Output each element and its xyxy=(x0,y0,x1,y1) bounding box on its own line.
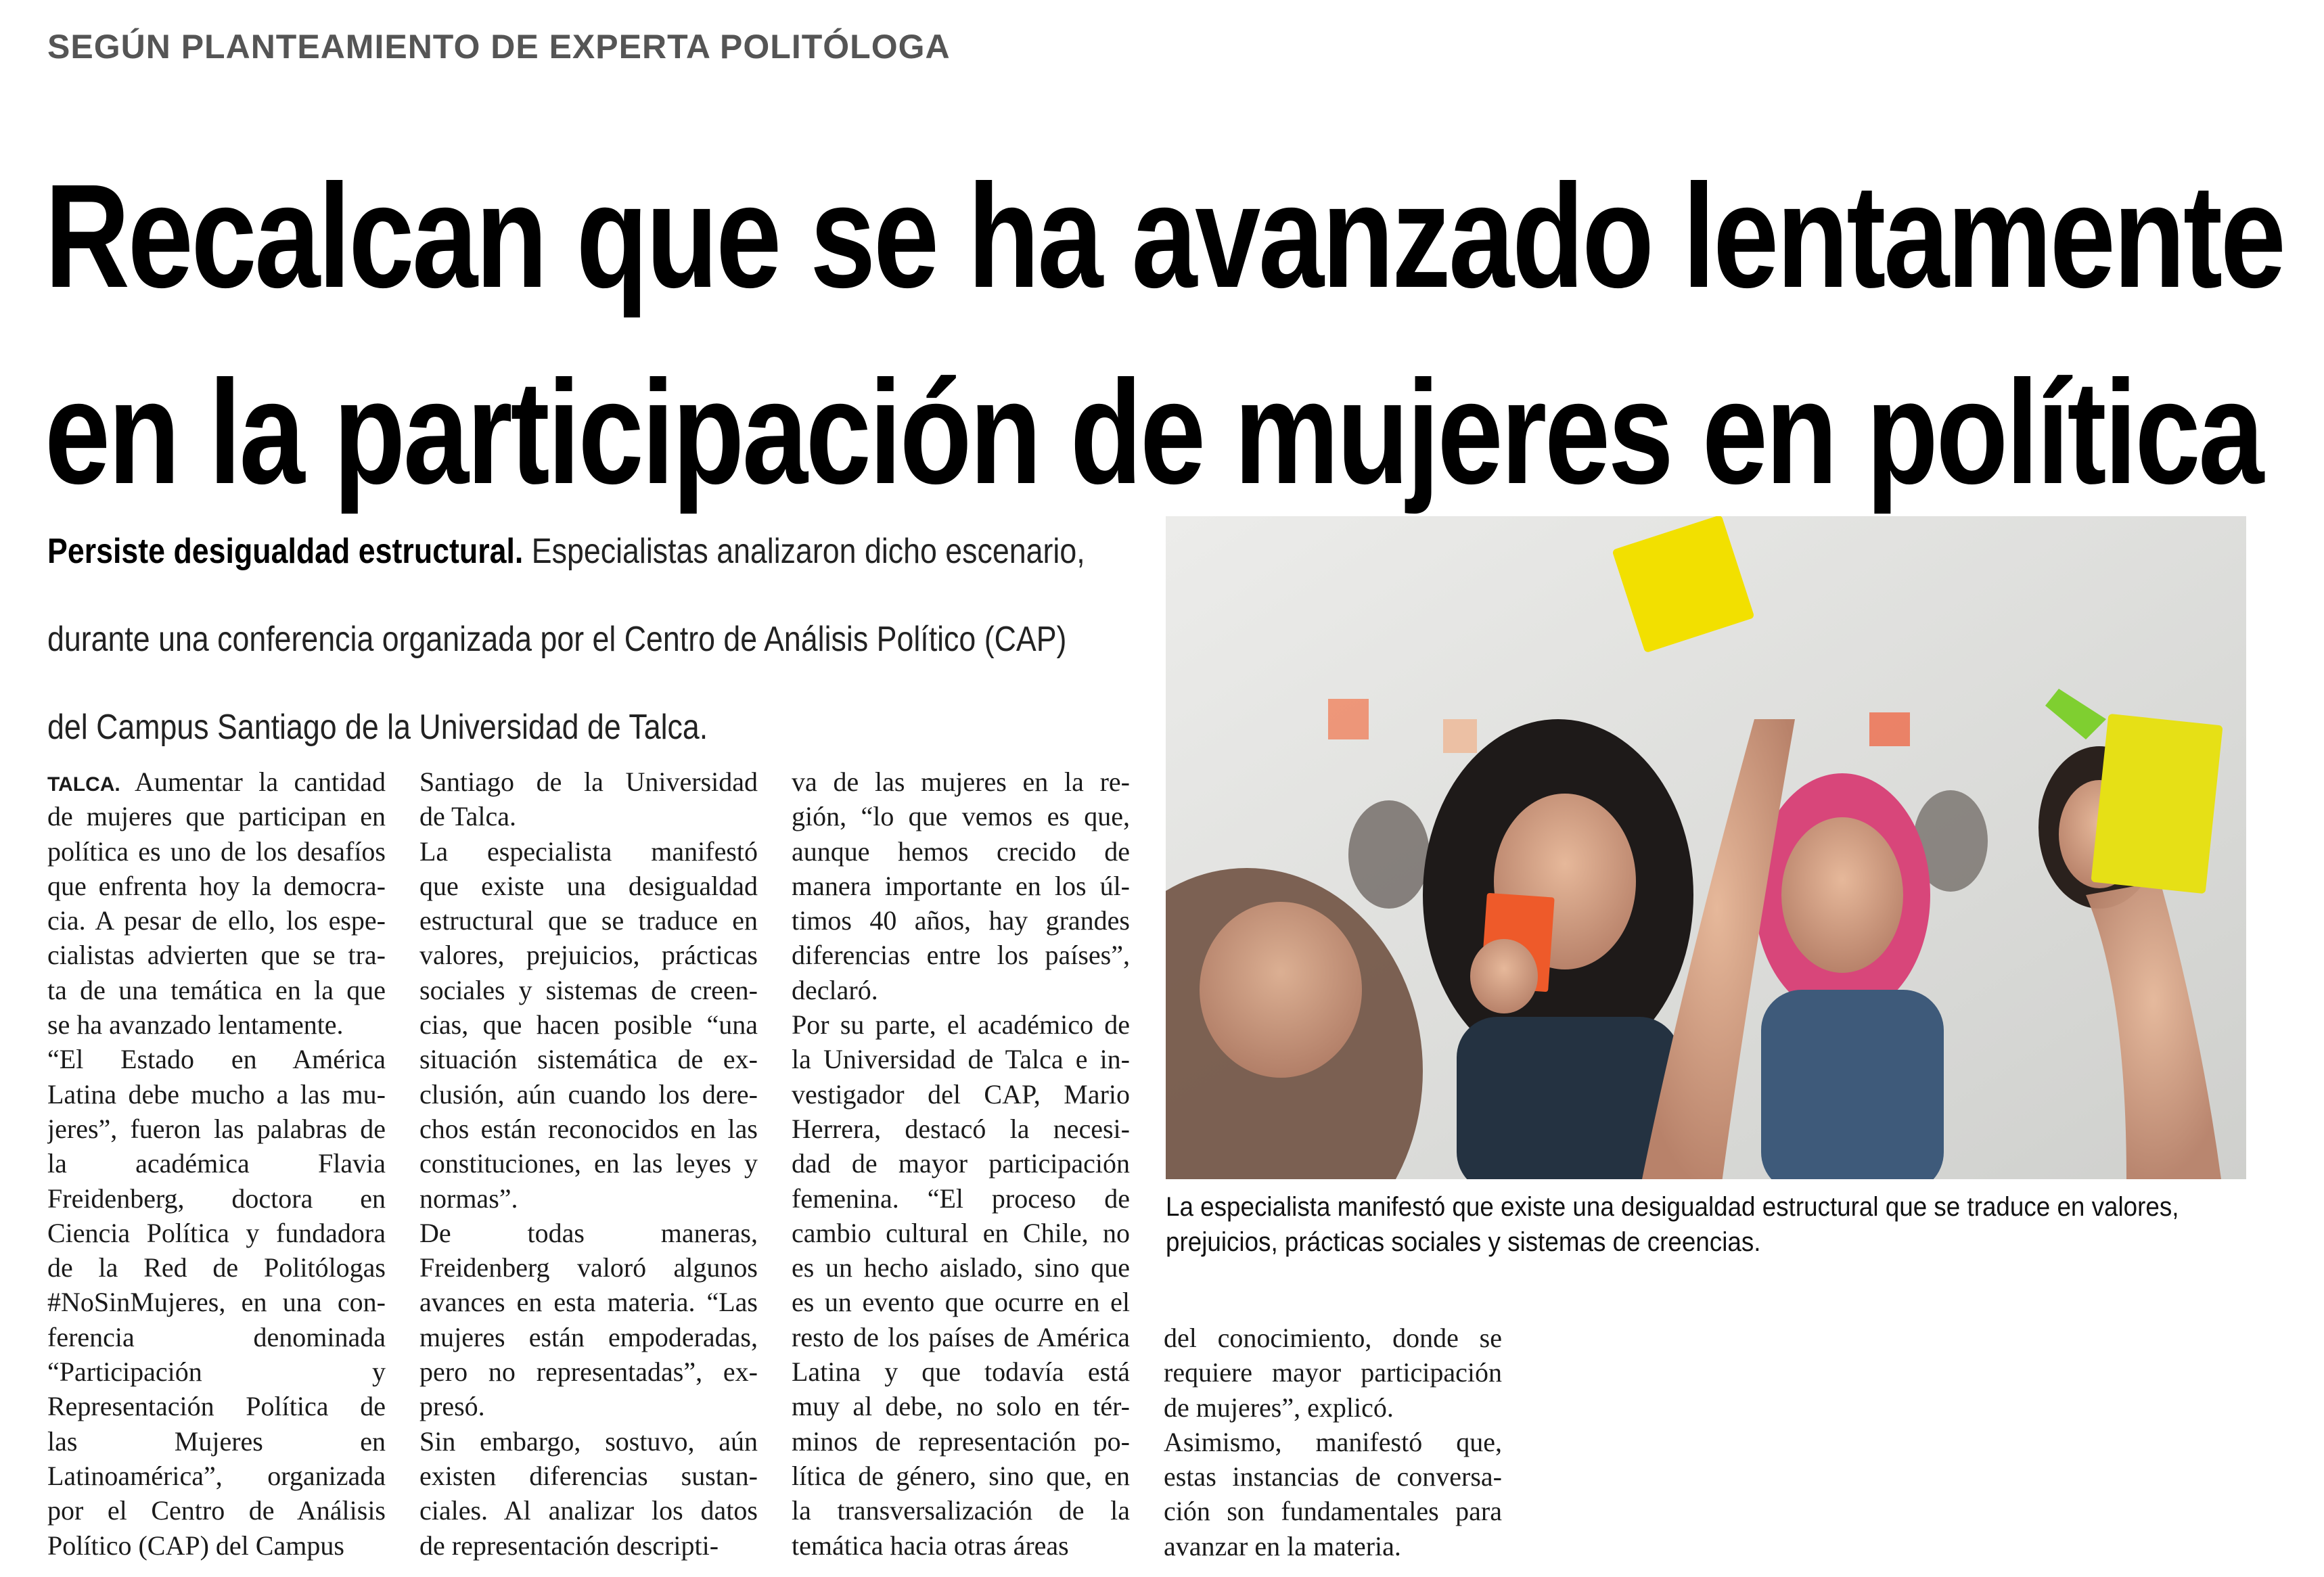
body-line: Sin embargo, sostuvo, aún xyxy=(419,1425,758,1457)
body-line: que existe una desigualdad xyxy=(419,870,758,901)
body-line: “El Estado en América xyxy=(47,1044,386,1075)
body-line: es un evento que ocurre en el xyxy=(792,1287,1130,1318)
body-line: dad de mayor participación xyxy=(792,1148,1130,1179)
body-line: diferencias entre los países”, xyxy=(792,940,1130,971)
body-line: del conocimiento, donde se xyxy=(1164,1323,1502,1353)
body-line: Político (CAP) del Campus xyxy=(47,1530,344,1561)
body-line: va de las mujeres en la re- xyxy=(792,767,1130,797)
body-line: #NoSinMujeres, en una con- xyxy=(47,1287,386,1318)
body-line: la académica Flavia xyxy=(47,1148,386,1179)
body-line: de mujeres que participan en xyxy=(47,801,386,832)
body-line: femenina. “El proceso de xyxy=(792,1183,1130,1214)
body-line: presó. xyxy=(419,1391,485,1422)
headline-line-1: Recalcan que se ha avanzado lentamente xyxy=(45,154,2284,319)
body-line: timos 40 años, hay grandes xyxy=(792,905,1130,936)
body-line: política es uno de los desafíos xyxy=(47,836,386,867)
body-column-1 xyxy=(47,764,386,1563)
photo-caption xyxy=(1166,1189,2218,1260)
body-line: estructural que se traduce en xyxy=(419,905,758,936)
body-line: cambio cultural en Chile, no xyxy=(792,1217,1130,1248)
body-line-text: Aumentar la cantidad xyxy=(120,767,386,797)
body-line: lítica de género, sino que, en xyxy=(792,1460,1130,1491)
body-line: mujeres están empoderadas, xyxy=(419,1321,758,1352)
body-line: Herrera, destacó la necesi- xyxy=(792,1113,1130,1144)
headline xyxy=(45,139,2284,531)
body-line: muy al debe, no solo en tér- xyxy=(792,1391,1130,1422)
deck-lead: Persiste desigualdad estructural. xyxy=(47,532,524,571)
body-line: cias, que hacen posible “una xyxy=(419,1009,758,1041)
body-line: Representación Política de xyxy=(47,1391,386,1422)
caption-line-1: La especialista manifestó que existe una desigualdad estructural que se traduce en valores, xyxy=(1166,1192,2179,1222)
body-line: manera importante en los úl- xyxy=(792,870,1130,901)
body-line: requiere mayor participación xyxy=(1164,1357,1502,1388)
body-line: clusión, aún cuando los dere- xyxy=(419,1078,758,1110)
body-line: resto de los países de América xyxy=(792,1321,1130,1352)
body-line: chos están reconocidos en las xyxy=(419,1113,758,1144)
body-line: pero no representadas”, ex- xyxy=(419,1356,758,1388)
body-line: de mujeres”, explicó. xyxy=(1164,1392,1394,1423)
body-line: normas”. xyxy=(419,1183,518,1214)
deck-line-1 xyxy=(47,507,1085,595)
body-line: aunque hemos crecido de xyxy=(792,836,1130,867)
body-line: por el Centro de Análisis xyxy=(47,1495,386,1526)
body-column-2 xyxy=(419,764,758,1563)
body-line: minos de representación po- xyxy=(792,1425,1130,1457)
body-line: se ha avanzado lentamente. xyxy=(47,1009,344,1041)
body-line: Santiago de la Universidad xyxy=(419,767,758,797)
body-line: ta de una temática en la que xyxy=(47,974,386,1005)
body-line: temática hacia otras áreas xyxy=(792,1530,1069,1561)
body-line: avanzar en la materia. xyxy=(1164,1530,1401,1561)
body-line: de Talca. xyxy=(419,801,517,832)
body-line: las Mujeres en xyxy=(47,1425,386,1457)
body-line: cia. A pesar de ello, los espe- xyxy=(47,905,386,936)
body-line: cialistas advierten que se tra- xyxy=(47,940,386,971)
body-line: jeres”, fueron las palabras de xyxy=(47,1113,386,1144)
body-column-4 xyxy=(1164,1321,1502,1563)
body-line: Latina y que todavía está xyxy=(792,1356,1130,1388)
deck-line-1-rest: Especialistas analizaron dicho escenario, xyxy=(523,532,1085,571)
body-line: valores, prejuicios, prácticas xyxy=(419,940,758,971)
body-line: Por su parte, el académico de xyxy=(792,1009,1130,1041)
caption-line-2: prejuicios, prácticas sociales y sistemas de creencias. xyxy=(1166,1227,1761,1257)
body-line: Freidenberg valoró algunos xyxy=(419,1252,758,1283)
body-line: situación sistemática de ex- xyxy=(419,1044,758,1075)
body-line: gión, “lo que vemos es que, xyxy=(792,801,1130,832)
body-line xyxy=(47,764,386,799)
body-line: Latinoamérica”, organizada xyxy=(47,1460,386,1491)
deck xyxy=(47,507,1085,771)
body-line: la transversalización de la xyxy=(792,1495,1130,1526)
body-line: Freidenberg, doctora en xyxy=(47,1183,386,1214)
body-line: Ciencia Política y fundadora xyxy=(47,1217,386,1248)
body-column-3 xyxy=(792,764,1130,1563)
kicker: SEGÚN PLANTEAMIENTO DE EXPERTA POLITÓLOGA xyxy=(47,28,951,66)
headline-line-2: en la participación de mujeres en política xyxy=(45,350,2262,515)
photo-illustration xyxy=(1166,516,2246,1179)
dateline: TALCA. xyxy=(47,773,120,796)
body-line: Latina debe mucho a las mu- xyxy=(47,1078,386,1110)
body-line: constituciones, en las leyes y xyxy=(419,1148,758,1179)
body-line: ciales. Al analizar los datos xyxy=(419,1495,758,1526)
body-line: declaró. xyxy=(792,974,878,1005)
deck-line-2: durante una conferencia organizada por el Centro de Análisis Político (CAP) xyxy=(47,620,1067,659)
body-line: Asimismo, manifestó que, xyxy=(1164,1426,1502,1457)
body-line: sociales y sistemas de creen- xyxy=(419,974,758,1005)
body-line: De todas maneras, xyxy=(419,1217,758,1248)
body-line: estas instancias de conversa- xyxy=(1164,1461,1502,1492)
body-line: que enfrenta hoy la democra- xyxy=(47,870,386,901)
body-line: de representación descripti- xyxy=(419,1530,719,1561)
deck-line-3: del Campus Santiago de la Universidad de Talca. xyxy=(47,708,708,747)
body-line: ción son fundamentales para xyxy=(1164,1496,1502,1527)
body-line: de la Red de Politólogas xyxy=(47,1252,386,1283)
article-photo xyxy=(1166,516,2246,1179)
body-line: “Participación y xyxy=(47,1356,386,1388)
body-line: la Universidad de Talca e in- xyxy=(792,1044,1130,1075)
body-line: es un hecho aislado, sino que xyxy=(792,1252,1130,1283)
body-line: vestigador del CAP, Mario xyxy=(792,1078,1130,1110)
body-line: avances en esta materia. “Las xyxy=(419,1287,758,1318)
body-line: La especialista manifestó xyxy=(419,836,758,867)
body-line: ferencia denominada xyxy=(47,1321,386,1352)
body-line: existen diferencias sustan- xyxy=(419,1460,758,1491)
